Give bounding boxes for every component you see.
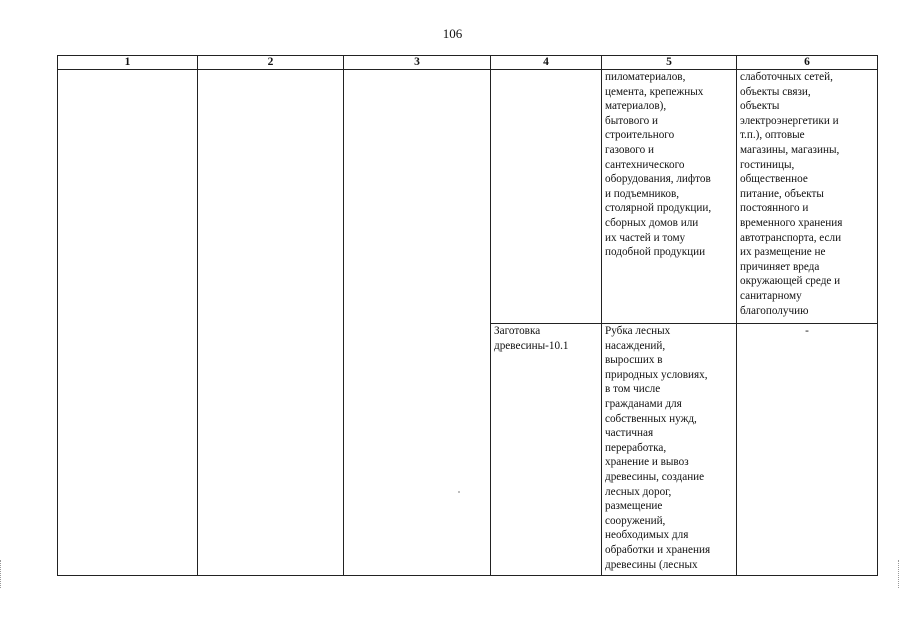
column-header-3: 3 [344,56,491,70]
left-edge-mark [0,560,7,588]
page-number: 106 [442,26,463,41]
table-cell-col4 [491,70,602,324]
column-header-5: 5 [602,56,737,70]
table-cell-col2 [198,70,344,576]
column-header-4: 4 [491,56,602,70]
table-cell-col1 [58,70,198,576]
data-table [57,55,878,576]
table-cell-col6: слаботочных сетей, объекты связи, объекты электроэнергетики и т.п.), оптовые магазины, магазины, гостиницы, общественное питание, объекты постоянного и временного хранения автотранспорта, если их размещение не причиняет вреда окружающей среде и санитарному благополучию [737,70,878,324]
scan-speck [458,491,460,493]
column-header-1: 1 [58,56,198,70]
table-cell-col5: пиломатериалов, цемента, крепежных материалов), бытового и строительного газового и сантехнического оборудования, лифтов и подъемников, столярной продукции, сборных домов или их частей и тому подобной продукции [602,70,737,324]
table-cell-col5: Рубка лесных насаждений, выросших в природных условиях, в том числе гражданами для собственных нужд, частичная переработка, хранение и вывоз древесины, создание лесных дорог, размещение сооружений, необходимых для обработки и хранения древесины (лесных [602,324,737,576]
column-header-2: 2 [198,56,344,70]
table-cell-col3 [344,70,491,576]
table-cell-col6: - [737,324,878,576]
table-cell-col4: Заготовка древесины-10.1 [491,324,602,576]
table-header-row [58,56,878,70]
table-row [58,70,878,324]
column-header-6: 6 [737,56,878,70]
right-edge-mark [898,560,905,588]
